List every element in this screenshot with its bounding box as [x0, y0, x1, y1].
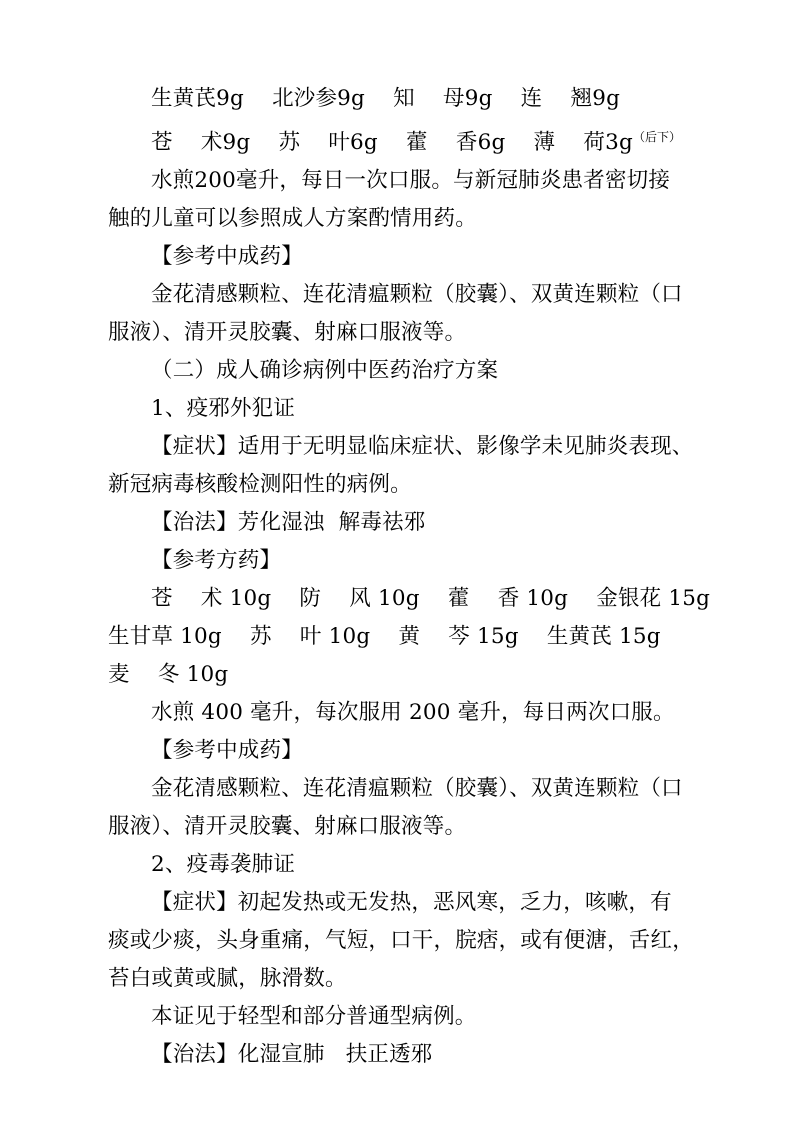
text-line [108, 808, 693, 846]
text-line [108, 922, 693, 960]
line-text: 服液）、清开灵胶囊、射麻口服液等。 [108, 320, 467, 346]
text-line [108, 656, 693, 694]
text-line [108, 998, 693, 1036]
text-line [108, 580, 711, 618]
line-text: （二）成人确诊病例中医药治疗方案 [151, 358, 499, 384]
line-text: 新冠病毒核酸检测阳性的病例。 [108, 472, 412, 498]
text-line [108, 314, 693, 352]
line-text: 金花清感颗粒、连花清瘟颗粒（胶囊）、双黄连颗粒（口 [151, 776, 683, 802]
text-line [108, 618, 693, 656]
text-line [108, 1036, 693, 1074]
line-text: 【治法】化湿宣肺 扶正透邪 [151, 1042, 433, 1068]
line-text: 1、疫邪外犯证 [151, 396, 296, 422]
line-text: 生甘草 10g 苏 叶 10g 黄 芩 15g 生黄芪 15g [108, 624, 661, 650]
text-line [108, 504, 693, 542]
line-text: 2、疫毒袭肺证 [151, 852, 296, 878]
document-body [108, 80, 711, 1074]
line-text: 水煎200毫升，每日一次口服。与新冠肺炎患者密切接 [151, 168, 671, 194]
text-line [108, 428, 693, 466]
text-line [108, 960, 693, 998]
line-text: 痰或少痰，头身重痛，气短，口干，脘痞，或有便溏，舌红， [108, 928, 694, 954]
text-line [108, 162, 693, 200]
line-text: 【症状】适用于无明显临床症状、影像学未见肺炎表现、 [151, 434, 694, 460]
text-line [108, 884, 693, 922]
line-text: 触的儿童可以参照成人方案酌情用药。 [108, 206, 477, 232]
text-line [108, 276, 693, 314]
line-superscript: （后下） [632, 130, 681, 144]
text-line [108, 694, 693, 732]
text-line [108, 732, 693, 770]
text-line [108, 352, 693, 390]
text-line [108, 390, 693, 428]
text-line [108, 238, 693, 276]
line-text: 【治法】芳化湿浊 解毒祛邪 [151, 510, 426, 536]
text-line [108, 770, 693, 808]
line-text: 苍 术 10g 防 风 10g 藿 香 10g 金银花 15g [151, 586, 711, 612]
line-text: 麦 冬 10g [108, 662, 229, 688]
line-text: 苔白或黄或腻，脉滑数。 [108, 966, 347, 992]
text-line [108, 80, 693, 118]
text-line [108, 542, 693, 580]
text-line [108, 466, 693, 504]
line-text: 金花清感颗粒、连花清瘟颗粒（胶囊）、双黄连颗粒（口 [151, 282, 683, 308]
line-text: 生黄芪9g 北沙参9g 知 母9g 连 翘9g [151, 86, 621, 111]
line-text: 【参考中成药】 [151, 738, 303, 764]
line-text: 水煎 400 毫升，每次服用 200 毫升，每日两次口服。 [151, 700, 675, 726]
line-text: 【参考中成药】 [151, 244, 303, 270]
line-text: 【症状】初起发热或无发热，恶风寒，乏力，咳嗽，有 [151, 890, 672, 916]
line-text: 本证见于轻型和部分普通型病例。 [151, 1004, 477, 1030]
text-line [108, 846, 693, 884]
line-text: 苍 术9g 苏 叶6g 藿 香6g 薄 荷3g [151, 130, 633, 156]
line-text: 服液）、清开灵胶囊、射麻口服液等。 [108, 814, 467, 840]
line-text: 【参考方药】 [151, 548, 282, 574]
text-line [108, 118, 693, 162]
text-line [108, 200, 693, 238]
